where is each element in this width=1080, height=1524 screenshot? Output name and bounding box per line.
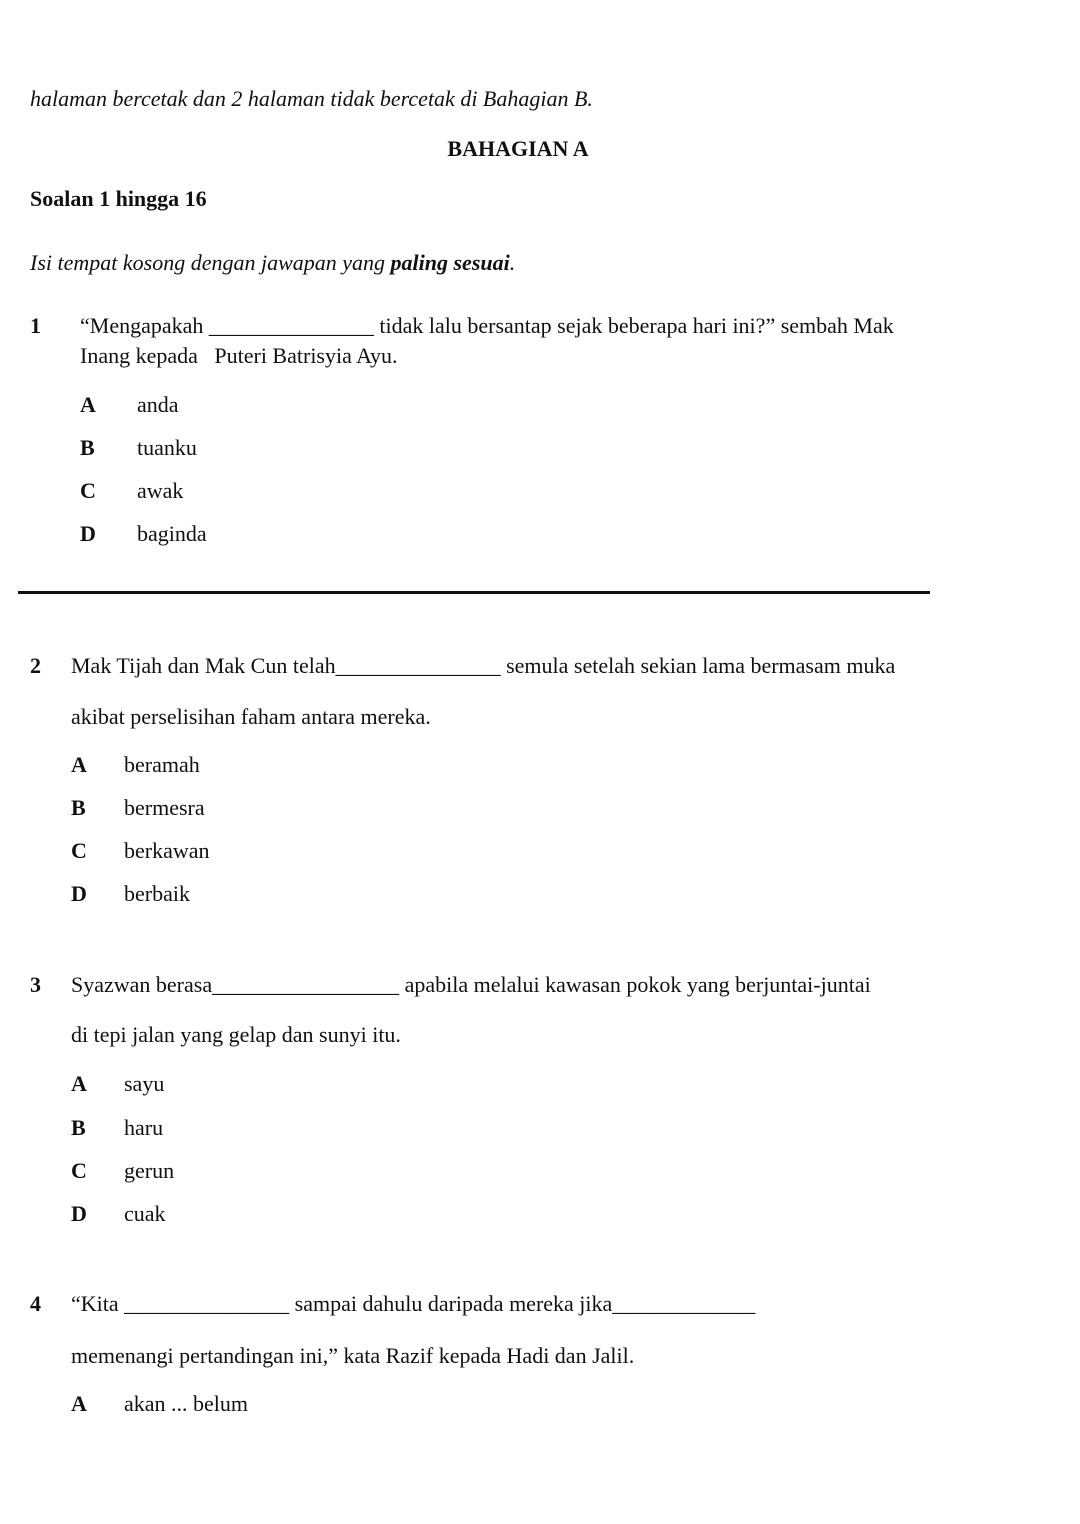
option-letter: B (71, 1115, 86, 1140)
question-text: Inang kepada Puteri Batrisyia Ayu. (80, 343, 398, 368)
section-divider (18, 591, 930, 594)
option-letter: A (71, 1391, 87, 1416)
instruction (30, 250, 515, 276)
option-text: berbaik (124, 881, 190, 906)
header-note: halaman bercetak dan 2 halaman tidak bercetak di Bahagian B. (30, 86, 593, 111)
option-letter: A (80, 392, 96, 417)
option-text: anda (137, 392, 179, 417)
option-letter: C (71, 1158, 87, 1183)
option-letter: D (71, 881, 87, 906)
option-letter: A (71, 752, 87, 777)
option-letter: D (71, 1201, 87, 1226)
section-title: BAHAGIAN A (447, 136, 589, 161)
option-text: akan ... belum (124, 1391, 249, 1416)
option-letter: B (71, 795, 86, 820)
option-letter: D (80, 521, 96, 546)
question-number: 3 (30, 972, 41, 997)
question-number: 4 (30, 1291, 41, 1316)
question-text: di tepi jalan yang gelap dan sunyi itu. (71, 1022, 401, 1047)
option-text: cuak (124, 1201, 166, 1226)
subsection-title: Soalan 1 hingga 16 (30, 186, 207, 211)
question-text: Syazwan berasa_________________ apabila melalui kawasan pokok yang berjuntai-juntai (71, 972, 871, 997)
option-text: awak (137, 478, 184, 503)
question-number: 1 (30, 313, 41, 338)
instruction-text: Isi tempat kosong dengan jawapan yang (30, 250, 391, 275)
question-text: Mak Tijah dan Mak Cun telah_______________ semula setelah sekian lama bermasam muka (71, 653, 896, 678)
option-letter: B (80, 435, 95, 460)
option-text: tuanku (137, 435, 197, 460)
instruction-emphasis: paling sesuai (390, 250, 510, 275)
option-letter: C (71, 838, 87, 863)
option-text: beramah (124, 752, 200, 777)
option-letter: A (71, 1071, 87, 1096)
option-letter: C (80, 478, 96, 503)
option-text: sayu (124, 1071, 165, 1096)
question-number: 2 (30, 653, 41, 678)
option-text: berkawan (124, 838, 210, 863)
question-text: memenangi pertandingan ini,” kata Razif kepada Hadi dan Jalil. (71, 1343, 635, 1368)
option-text: bermesra (124, 795, 205, 820)
question-text: “Kita _______________ sampai dahulu daripada mereka jika_____________ (71, 1291, 756, 1316)
option-text: baginda (137, 521, 207, 546)
instruction-end: . (509, 250, 516, 275)
question-text: akibat perselisihan faham antara mereka. (71, 704, 431, 729)
question-text: “Mengapakah _______________ tidak lalu bersantap sejak beberapa hari ini?” sembah Mak (80, 313, 894, 338)
option-text: gerun (124, 1158, 175, 1183)
option-text: haru (124, 1115, 164, 1140)
